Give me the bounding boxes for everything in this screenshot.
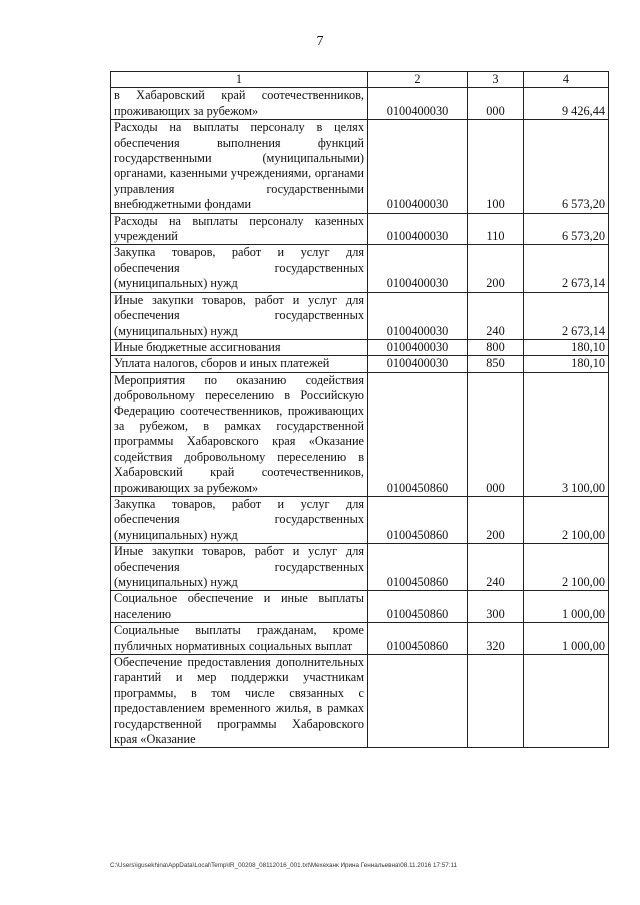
- row-target-code: 0100400030: [368, 213, 468, 245]
- row-target-code: 0100400030: [368, 120, 468, 213]
- row-expense-type: 000: [468, 372, 524, 496]
- row-target-code: 0100450860: [368, 372, 468, 496]
- row-name: Иные закупки товаров, работ и услуг для обеспечения государственных (муниципальных) нужд: [111, 292, 368, 339]
- row-amount: 3 100,00: [524, 372, 609, 496]
- row-expense-type: 110: [468, 213, 524, 245]
- table-row: [111, 356, 609, 372]
- row-amount: 9 426,44: [524, 88, 609, 120]
- row-target-code: [368, 655, 468, 748]
- row-expense-type: 000: [468, 88, 524, 120]
- row-target-code: 0100450860: [368, 623, 468, 655]
- table-row: [111, 496, 609, 543]
- row-name: Закупка товаров, работ и услуг для обеспечения государственных (муниципальных) нужд: [111, 496, 368, 543]
- table-row: [111, 372, 609, 496]
- row-name: Расходы на выплаты персоналу казенных учреждений: [111, 213, 368, 245]
- row-target-code: 0100450860: [368, 496, 468, 543]
- row-name: Социальные выплаты гражданам, кроме публичных нормативных социальных выплат: [111, 623, 368, 655]
- row-target-code: 0100400030: [368, 292, 468, 339]
- table-header-row: [111, 72, 609, 88]
- row-amount: [524, 655, 609, 748]
- row-target-code: 0100400030: [368, 356, 468, 372]
- column-header-2: 2: [368, 72, 468, 88]
- table-row: [111, 245, 609, 292]
- row-expense-type: 100: [468, 120, 524, 213]
- row-expense-type: 200: [468, 496, 524, 543]
- table-row: [111, 88, 609, 120]
- row-name: Закупка товаров, работ и услуг для обеспечения государственных (муниципальных) нужд: [111, 245, 368, 292]
- row-target-code: 0100450860: [368, 591, 468, 623]
- row-amount: 6 573,20: [524, 120, 609, 213]
- row-amount: 2 100,00: [524, 544, 609, 591]
- table-row: [111, 591, 609, 623]
- row-name: Социальное обеспечение и иные выплаты населению: [111, 591, 368, 623]
- row-expense-type: 200: [468, 245, 524, 292]
- row-expense-type: [468, 655, 524, 748]
- table-row: [111, 655, 609, 748]
- row-target-code: 0100400030: [368, 339, 468, 355]
- column-header-3: 3: [468, 72, 524, 88]
- row-amount: 180,10: [524, 356, 609, 372]
- budget-table: [110, 71, 609, 748]
- column-header-4: 4: [524, 72, 609, 88]
- table-row: [111, 623, 609, 655]
- row-name: Расходы на выплаты персоналу в целях обеспечения выполнения функций государственными (муниципальными) органами, казенными учреждениями, органами управления государственными внебюджетными фондами: [111, 120, 368, 213]
- row-amount: 1 000,00: [524, 591, 609, 623]
- file-path-footer: C:\Users\igusekhina\AppData\Local\Temp\IR_00208_08112016_001.txt\Мехеханк Ирина Геннальевна\08.11.2016 17:57:11: [110, 862, 458, 869]
- row-amount: 1 000,00: [524, 623, 609, 655]
- row-expense-type: 300: [468, 591, 524, 623]
- row-amount: 2 100,00: [524, 496, 609, 543]
- column-header-1: 1: [111, 72, 368, 88]
- page-number: 7: [316, 34, 324, 49]
- table-row: [111, 120, 609, 213]
- row-expense-type: 800: [468, 339, 524, 355]
- row-name: Иные закупки товаров, работ и услуг для обеспечения государственных (муниципальных) нужд: [111, 544, 368, 591]
- row-amount: 180,10: [524, 339, 609, 355]
- row-amount: 6 573,20: [524, 213, 609, 245]
- row-expense-type: 320: [468, 623, 524, 655]
- row-amount: 2 673,14: [524, 292, 609, 339]
- row-name: в Хабаровский край соотечественников, проживающих за рубежом»: [111, 88, 368, 120]
- table-row: [111, 292, 609, 339]
- row-amount: 2 673,14: [524, 245, 609, 292]
- table-row: [111, 544, 609, 591]
- row-target-code: 0100450860: [368, 544, 468, 591]
- table-row: [111, 213, 609, 245]
- row-name: Уплата налогов, сборов и иных платежей: [111, 356, 368, 372]
- row-target-code: 0100400030: [368, 245, 468, 292]
- row-expense-type: 240: [468, 544, 524, 591]
- row-expense-type: 850: [468, 356, 524, 372]
- row-name: Мероприятия по оказанию содействия добровольному переселению в Российскую Федерацию соотечественников, проживающих за рубежом, в рамках государственной программы Хабаровского края «Оказание содействия добровольному переселению в Хабаровский край соотечественников, проживающих за рубежом»: [111, 372, 368, 496]
- row-expense-type: 240: [468, 292, 524, 339]
- table-row: [111, 339, 609, 355]
- row-name: Иные бюджетные ассигнования: [111, 339, 368, 355]
- row-name: Обеспечение предоставления дополнительных гарантий и мер поддержки участникам программы, в том числе связанных с предоставлением временного жилья, в рамках государственной программы Хабаровского края «Оказание: [111, 655, 368, 748]
- row-target-code: 0100400030: [368, 88, 468, 120]
